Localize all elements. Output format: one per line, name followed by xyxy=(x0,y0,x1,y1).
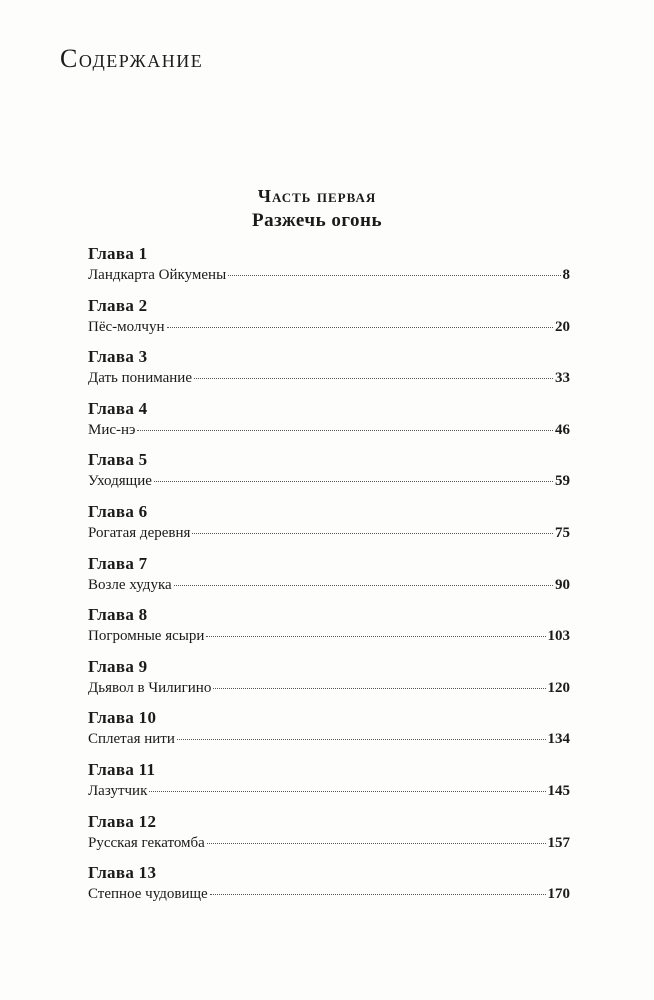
toc-entry xyxy=(88,449,570,501)
page-number: 103 xyxy=(547,628,570,645)
chapter-title: Уходящие xyxy=(88,473,152,490)
toc-entry xyxy=(88,243,570,295)
toc-entry xyxy=(88,656,570,708)
toc-entry xyxy=(88,707,570,759)
chapter-label: Глава 1 xyxy=(88,244,148,263)
chapter-label: Глава 7 xyxy=(88,553,148,573)
dot-leader xyxy=(194,378,553,379)
dot-leader xyxy=(149,791,545,792)
chapter-label: Глава 8 xyxy=(88,605,148,625)
dot-leader xyxy=(207,843,546,844)
page-number: 33 xyxy=(555,370,570,387)
chapter-title: Мис-нэ xyxy=(88,421,136,438)
chapter-label: Глава 12 xyxy=(88,811,157,831)
chapter-label: Глава 5 xyxy=(88,450,148,470)
chapter-title: Возле худука xyxy=(88,576,172,593)
page-title: Содержание xyxy=(60,44,204,73)
toc-entry xyxy=(88,604,570,656)
chapter-label: Глава 9 xyxy=(88,656,148,676)
chapter-label: Глава 3 xyxy=(88,347,148,367)
chapter-title: Дать понимание xyxy=(88,370,192,387)
page-number: 145 xyxy=(547,782,570,799)
dot-leader xyxy=(174,585,553,586)
page-number: 120 xyxy=(547,679,570,696)
chapter-title: Степное чудовище xyxy=(88,886,208,903)
toc-entry xyxy=(88,553,570,605)
chapter-title: Рогатая деревня xyxy=(88,524,191,541)
chapter-title: Сплетая нити xyxy=(88,731,175,748)
toc-entry xyxy=(88,398,570,450)
dot-leader xyxy=(167,327,554,328)
chapter-title: Пёс-молчун xyxy=(88,318,165,335)
page-number: 59 xyxy=(555,473,570,490)
toc-entry xyxy=(88,862,570,914)
chapter-label: Глава 11 xyxy=(88,759,156,779)
toc-entry xyxy=(88,346,570,398)
part-name: Разжечь огонь xyxy=(251,210,383,231)
page-number: 134 xyxy=(547,731,570,748)
dot-leader xyxy=(177,739,546,740)
chapter-title: Лазутчик xyxy=(88,782,148,799)
dot-leader xyxy=(213,688,545,689)
toc-entry xyxy=(88,811,570,863)
page-number: 20 xyxy=(555,318,570,335)
dot-leader xyxy=(210,894,546,895)
dot-leader xyxy=(228,275,560,276)
part-label: Часть первая xyxy=(257,186,377,206)
chapter-title: Погромные ясыри xyxy=(88,628,205,645)
dot-leader xyxy=(137,430,553,431)
page-number: 75 xyxy=(555,524,570,541)
dot-leader xyxy=(154,481,553,482)
chapter-title: Дьявол в Чилигино xyxy=(88,679,212,696)
dot-leader xyxy=(206,636,545,637)
chapter-title: Ландкарта Ойкумены xyxy=(88,267,227,283)
page-number: 170 xyxy=(547,886,570,903)
toc-entry xyxy=(88,759,570,811)
chapter-label: Глава 2 xyxy=(88,295,148,315)
page-number: 90 xyxy=(555,576,570,593)
chapter-label: Глава 10 xyxy=(88,708,157,728)
dot-leader xyxy=(192,533,553,534)
chapter-title: Русская гекатомба xyxy=(88,834,205,851)
table-of-contents xyxy=(88,243,570,914)
toc-entry xyxy=(88,501,570,553)
page-number: 157 xyxy=(547,834,570,851)
chapter-label: Глава 6 xyxy=(88,501,148,521)
toc-entry xyxy=(88,295,570,347)
chapter-label: Глава 13 xyxy=(88,863,157,883)
chapter-label: Глава 4 xyxy=(88,398,148,418)
page-number: 8 xyxy=(562,267,570,283)
page-number: 46 xyxy=(555,421,570,438)
